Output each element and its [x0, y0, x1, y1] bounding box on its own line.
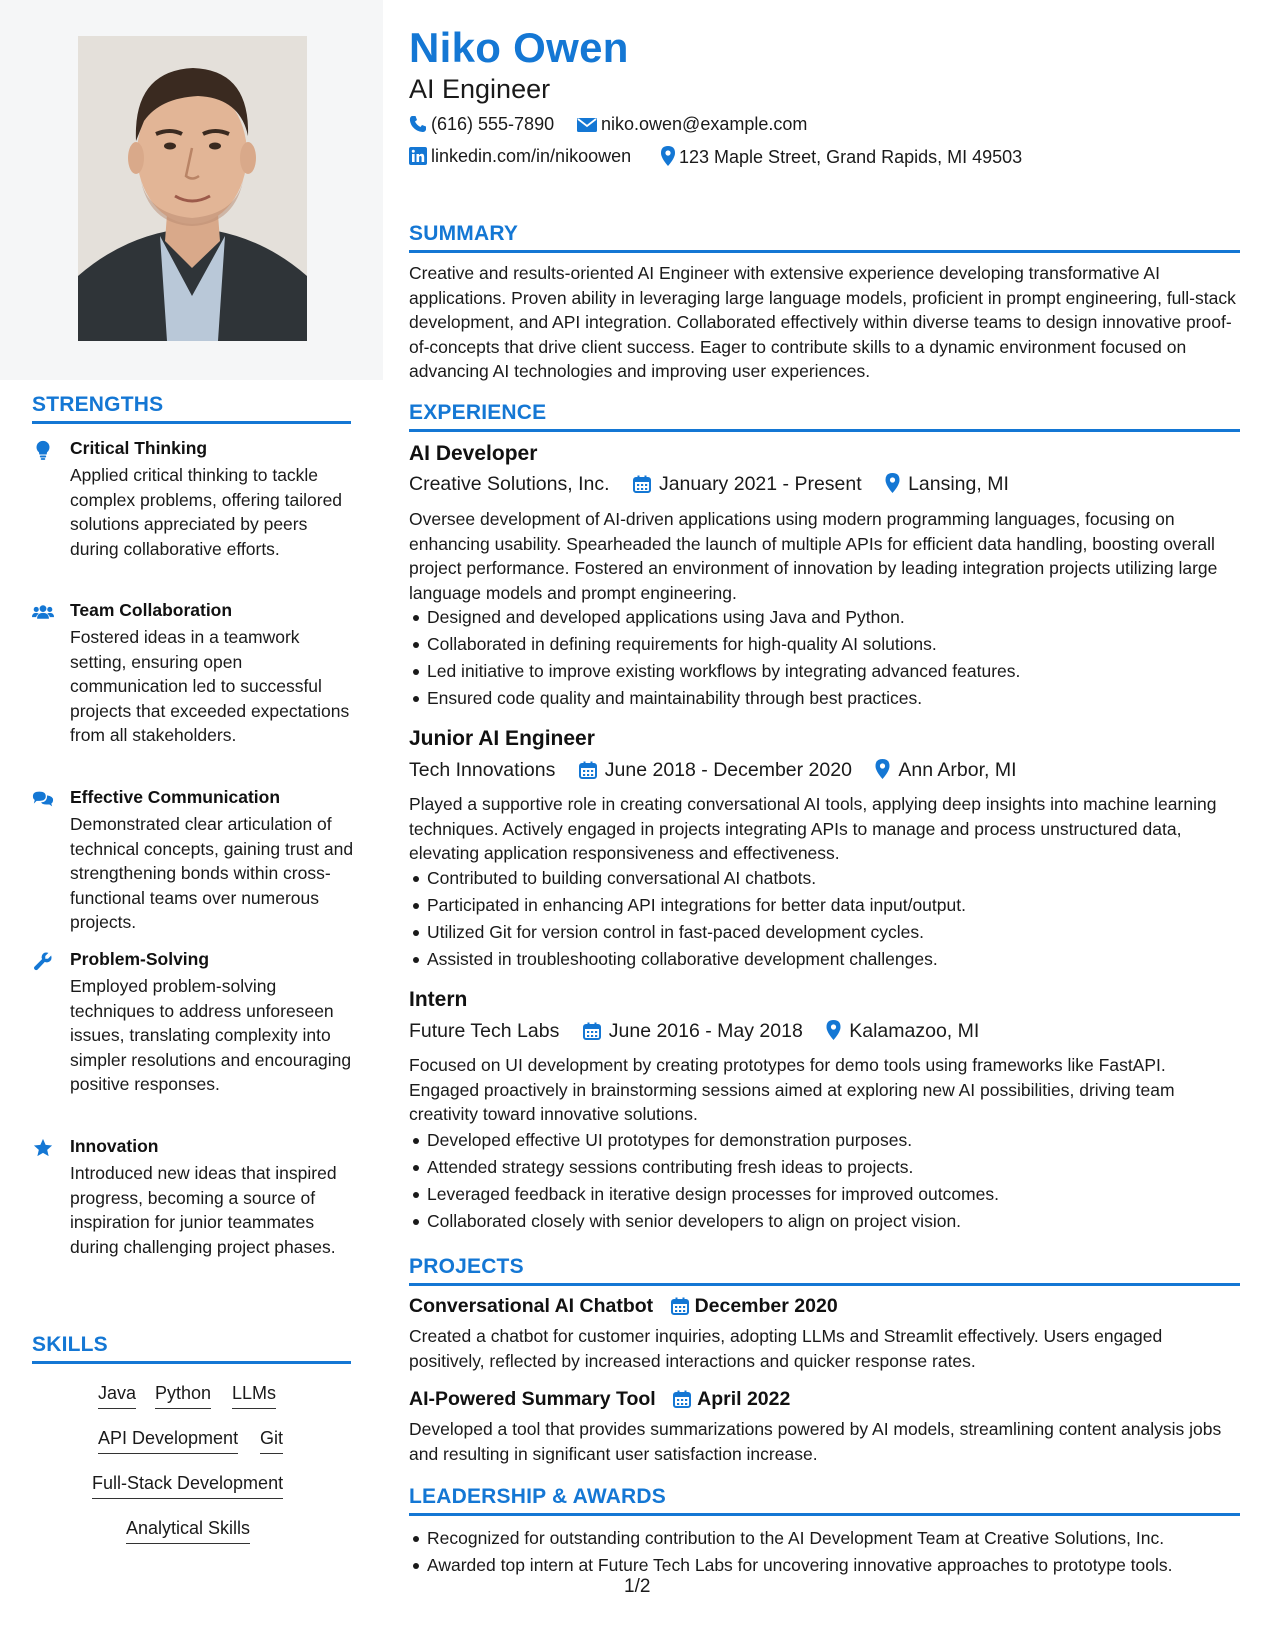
strength-title: Problem-Solving	[70, 949, 210, 969]
photo-panel	[0, 0, 383, 380]
calendar-icon	[633, 475, 651, 493]
leadership-title: LEADERSHIP & AWARDS	[409, 1485, 1240, 1516]
job-company: Tech Innovations	[409, 759, 556, 781]
job-meta	[409, 1020, 979, 1043]
strengths-section	[32, 393, 354, 1263]
leadership-section	[409, 1485, 1240, 1516]
chat-icon	[32, 789, 54, 809]
location-pin-icon	[885, 473, 900, 493]
candidate-title: AI Engineer	[409, 74, 551, 104]
list-item: Recognized for outstanding contribution to the AI Development Team at Creative Solutions, Inc.	[427, 1526, 1237, 1553]
project-description: Created a chatbot for customer inquiries, adopting LLMs and Streamlit effectively. Users engaged positively, reflected by increased interactions and quicker response rates.	[409, 1326, 1163, 1371]
projects-title: PROJECTS	[409, 1255, 1240, 1286]
job-dates: June 2016 - May 2018	[608, 1020, 803, 1042]
skill-tag: LLMs	[232, 1383, 276, 1409]
list-item: Leveraged feedback in iterative design processes for improved outcomes.	[427, 1182, 1237, 1209]
experience-title: EXPERIENCE	[409, 401, 1240, 432]
job-dates: June 2018 - December 2020	[604, 759, 852, 781]
job-company: Future Tech Labs	[409, 1020, 560, 1042]
job-role: Junior AI Engineer	[409, 727, 595, 750]
project-date: April 2022	[697, 1388, 791, 1410]
calendar-icon	[671, 1297, 689, 1315]
star-icon	[32, 1138, 54, 1158]
job-description: Played a supportive role in creating conversational AI tools, applying deep insights into machine learning techniques. Actively engaged in projects integrating APIs to manage and process unstructured data, elevating application responsiveness and effectiveness.	[409, 794, 1217, 863]
list-item: Collaborated closely with senior developers to align on project vision.	[427, 1209, 1237, 1236]
skill-tag: Full-Stack Development	[92, 1473, 283, 1499]
sidebar	[0, 0, 383, 1650]
list-item: Designed and developed applications using Java and Python.	[427, 605, 1237, 632]
list-item: Participated in enhancing API integrations for better data input/output.	[427, 893, 1237, 920]
list-item: Assisted in troubleshooting collaborative development challenges.	[427, 947, 1237, 974]
list-item: Developed effective UI prototypes for demonstration purposes.	[427, 1128, 1237, 1155]
list-item: Utilized Git for version control in fast-paced development cycles.	[427, 920, 1237, 947]
phone-text: (616) 555-7890	[431, 114, 555, 134]
skills-section	[32, 1333, 351, 1553]
job-location: Kalamazoo, MI	[849, 1020, 980, 1042]
calendar-icon	[579, 761, 597, 779]
project-name: Conversational AI Chatbot	[409, 1295, 654, 1317]
calendar-icon	[583, 1022, 601, 1040]
summary-title: SUMMARY	[409, 222, 1240, 253]
strength-title: Innovation	[70, 1136, 159, 1156]
experience-section	[409, 401, 1240, 432]
list-item: Led initiative to improve existing workflows by integrating advanced features.	[427, 659, 1237, 686]
skill-tag: Python	[155, 1383, 211, 1409]
strength-title: Team Collaboration	[70, 600, 233, 620]
strength-desc: Applied critical thinking to tackle complex problems, offering tailored solutions appreciated by peers during collaborative efforts.	[70, 465, 343, 559]
job-meta	[409, 759, 1017, 782]
project-title-row	[409, 1388, 790, 1411]
email-icon	[577, 117, 597, 133]
projects-section	[409, 1255, 1240, 1286]
job-description: Oversee development of AI-driven applications using modern programming languages, focusing on enhancing usability. Spearheaded the launch of multiple APIs for efficient data handling, boosting overall project performance. Fostered an environment of innovation by leading integration projects utilizing large language models and prompt engineering.	[409, 509, 1218, 603]
list-item: Attended strategy sessions contributing fresh ideas to projects.	[427, 1155, 1237, 1182]
candidate-name: Niko Owen	[409, 24, 629, 71]
strengths-title: STRENGTHS	[32, 393, 351, 424]
project-description: Developed a tool that provides summarizations powered by AI models, streamlining content analysis jobs and resulting in significant user satisfaction increase.	[409, 1419, 1222, 1464]
email-text: niko.owen@example.com	[601, 114, 808, 134]
job-location: Ann Arbor, MI	[898, 759, 1017, 781]
strength-desc: Employed problem-solving techniques to address unforeseen issues, translating complexity into simpler resolutions and encouraging positive responses.	[70, 976, 352, 1094]
strength-desc: Fostered ideas in a teamwork setting, ensuring open communication led to successful projects that exceeded expectations from all stakeholders.	[70, 627, 350, 745]
calendar-icon	[673, 1390, 691, 1408]
leadership-bullets	[427, 1526, 1237, 1580]
project-title-row	[409, 1295, 838, 1318]
job-description: Focused on UI development by creating prototypes for demo tools using frameworks like FastAPI. Engaged proactively in brainstorming sessions aimed at exploring new AI possibilities, driving team creativity toward innovative solutions.	[409, 1055, 1175, 1124]
phone-icon	[409, 115, 427, 133]
profile-photo	[78, 36, 307, 341]
skill-tag: Analytical Skills	[126, 1518, 250, 1544]
contact-address	[661, 146, 1022, 168]
job-bullets	[427, 866, 1237, 974]
wrench-icon	[32, 951, 54, 971]
job-company: Creative Solutions, Inc.	[409, 473, 610, 495]
contact-linkedin	[409, 146, 631, 167]
strength-title: Critical Thinking	[70, 438, 208, 458]
job-dates: January 2021 - Present	[658, 473, 862, 495]
summary-section	[409, 222, 1240, 253]
job-bullets	[427, 605, 1237, 713]
skill-tag: Git	[260, 1428, 283, 1454]
location-pin-icon	[661, 146, 675, 166]
list-item: Awarded top intern at Future Tech Labs for uncovering innovative approaches to prototype tools.	[427, 1553, 1237, 1580]
list-item: Contributed to building conversational AI chatbots.	[427, 866, 1237, 893]
skills-title: SKILLS	[32, 1333, 351, 1364]
address-text: 123 Maple Street, Grand Rapids, MI 49503	[679, 147, 1023, 167]
location-pin-icon	[875, 759, 890, 779]
skill-tag: API Development	[98, 1428, 238, 1454]
skill-tag: Java	[98, 1383, 136, 1409]
job-location: Lansing, MI	[908, 473, 1009, 495]
contact-phone	[409, 114, 554, 135]
page-number: 1/2	[624, 1576, 651, 1597]
strength-title: Effective Communication	[70, 787, 281, 807]
linkedin-text: linkedin.com/in/nikoowen	[431, 146, 632, 166]
strength-desc: Introduced new ideas that inspired progress, becoming a source of inspiration for junior teammates during challenging project phases.	[70, 1163, 337, 1257]
contact-email	[577, 114, 807, 135]
summary-text: Creative and results-oriented AI Engineer with extensive experience developing transformative AI applications. Proven ability in leveraging large language models, proficient in prompt engineering, full-stack development, and API integration. Collaborated effectively within diverse teams to design innovative proof-of-concepts that drive client success. Eager to contribute skills to a dynamic environment focused on advancing AI technologies and improving user experiences.	[409, 263, 1236, 381]
lightbulb-icon	[32, 440, 54, 460]
users-icon	[32, 602, 54, 622]
linkedin-icon	[409, 147, 427, 165]
list-item: Collaborated in defining requirements for high-quality AI solutions.	[427, 632, 1237, 659]
job-meta	[409, 473, 1009, 496]
job-role: AI Developer	[409, 442, 538, 465]
strength-desc: Demonstrated clear articulation of technical concepts, gaining trust and strengthening bonds within cross-functional teams over numerous projects.	[70, 814, 354, 932]
job-role: Intern	[409, 988, 468, 1011]
project-name: AI-Powered Summary Tool	[409, 1388, 656, 1410]
project-date: December 2020	[694, 1295, 838, 1317]
list-item: Ensured code quality and maintainability through best practices.	[427, 686, 1237, 713]
job-bullets	[427, 1128, 1237, 1236]
location-pin-icon	[826, 1020, 841, 1040]
